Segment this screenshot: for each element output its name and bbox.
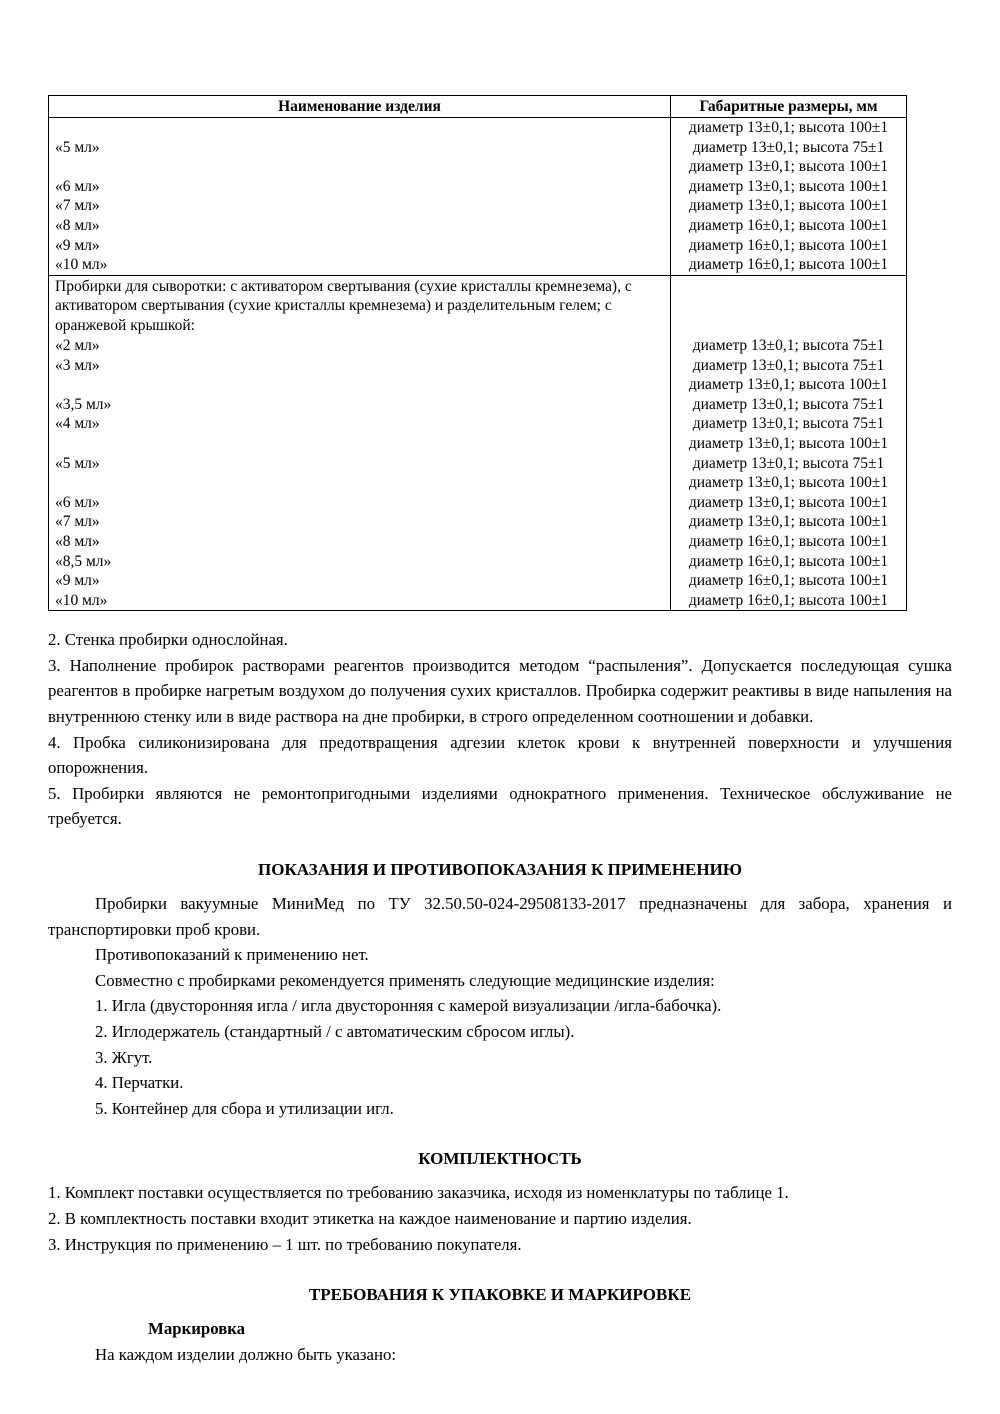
product-name-cell: «5 мл» <box>49 138 671 158</box>
dimensions-cell: диаметр 13±0,1; высота 100±1 <box>688 197 889 215</box>
dimensions-cell: диаметр 13±0,1; высота 75±1 <box>692 395 885 413</box>
product-name-cell: «9 мл» <box>49 236 671 256</box>
product-table <box>48 95 907 611</box>
table-row <box>49 434 907 454</box>
dimensions-cell: диаметр 13±0,1; высота 100±1 <box>688 177 889 195</box>
table-row <box>49 395 907 415</box>
table-row <box>49 255 907 275</box>
dimensions-cell: диаметр 13±0,1; высота 75±1 <box>692 454 885 472</box>
product-name-cell <box>49 434 671 454</box>
product-name-cell: «6 мл» <box>49 177 671 197</box>
paragraph-filling-method: 3. Наполнение пробирок растворами реагентов производится методом “распыления”. Допускается последующая сушка реагентов в пробирке нагретым воздухом до получения сухих кристаллов. Пробирка содержит реактивы в виде напыления на внутреннюю стенку или в виде раствора на дне пробирки, в строго определенном соотношении и добавки. <box>48 655 952 727</box>
dimensions-cell <box>671 275 907 336</box>
product-name-cell: «2 мл» <box>49 336 671 356</box>
table-row <box>49 532 907 552</box>
list-item: 1. Комплект поставки осуществляется по требованию заказчика, исходя из номенклатуры по таблице 1. <box>48 1183 789 1203</box>
table-header-row <box>49 96 907 118</box>
product-name-cell <box>49 118 671 138</box>
dimensions-cell: диаметр 16±0,1; высота 100±1 <box>688 552 889 570</box>
table-row <box>49 216 907 236</box>
section-heading-completeness: КОМПЛЕКТНОСТЬ <box>418 1149 582 1169</box>
table-row <box>49 157 907 177</box>
dimensions-cell: диаметр 13±0,1; высота 100±1 <box>688 513 889 531</box>
list-item: 2. В комплектность поставки входит этикетка на каждое наименование и партию изделия. <box>48 1208 692 1228</box>
list-item: 1. Игла (двусторонняя игла / игла двусторонняя с камерой визуализации /игла-бабочка). <box>95 996 722 1016</box>
table-row <box>49 493 907 513</box>
product-name-cell: «3,5 мл» <box>49 395 671 415</box>
list-item: 4. Перчатки. <box>95 1073 184 1093</box>
paragraph-marking-intro: На каждом изделии должно быть указано: <box>95 1344 397 1364</box>
dimensions-cell: диаметр 13±0,1; высота 75±1 <box>692 356 885 374</box>
dimensions-cell: диаметр 16±0,1; высота 100±1 <box>688 572 889 590</box>
product-name-cell: «8,5 мл» <box>49 552 671 572</box>
product-name-cell: «7 мл» <box>49 196 671 216</box>
section-heading-indications: ПОКАЗАНИЯ И ПРОТИВОПОКАЗАНИЯ К ПРИМЕНЕНИЮ <box>258 860 742 880</box>
body-text <box>48 627 952 1367</box>
table-row <box>49 552 907 572</box>
dimensions-cell: диаметр 13±0,1; высота 100±1 <box>688 158 889 176</box>
product-name-cell <box>49 375 671 395</box>
dimensions-cell: диаметр 16±0,1; высота 100±1 <box>688 236 889 254</box>
table-row <box>49 414 907 434</box>
table-row <box>49 118 907 138</box>
table-row <box>49 571 907 591</box>
table-row <box>49 356 907 376</box>
dimensions-cell: диаметр 13±0,1; высота 75±1 <box>692 415 885 433</box>
dimensions-cell: диаметр 13±0,1; высота 100±1 <box>688 474 889 492</box>
table-row-description <box>49 275 907 336</box>
dimensions-cell: диаметр 13±0,1; высота 75±1 <box>692 138 885 156</box>
dimensions-cell: диаметр 16±0,1; высота 100±1 <box>688 532 889 550</box>
product-name-cell: «10 мл» <box>49 255 671 275</box>
dimensions-cell: диаметр 13±0,1; высота 100±1 <box>688 493 889 511</box>
table-row <box>49 138 907 158</box>
dimensions-cell: диаметр 13±0,1; высота 100±1 <box>688 119 889 136</box>
product-name-cell: «5 мл» <box>49 454 671 474</box>
product-name-cell <box>49 473 671 493</box>
product-name-cell: «6 мл» <box>49 493 671 513</box>
dimensions-cell: диаметр 16±0,1; высота 100±1 <box>688 216 889 234</box>
paragraph-stopper: 4. Пробка силиконизирована для предотвращения адгезии клеток крови к внутренней поверхности и улучшения опорожнения. <box>48 732 952 778</box>
paragraph-non-repairable: 5. Пробирки являются не ремонтопригодными изделиями однократного применения. Техническое обслуживание не требуется. <box>48 783 952 829</box>
product-name-cell: «8 мл» <box>49 532 671 552</box>
serum-tubes-description-cell: Пробирки для сыворотки: с активатором свертывания (сухие кристаллы кремнезема), с активатором свертывания (сухие кристаллы кремнезема) и разделительным гелем; с оранжевой крышкой: <box>49 275 671 336</box>
dimensions-cell: диаметр 13±0,1; высота 75±1 <box>692 336 885 354</box>
table-row <box>49 512 907 532</box>
dimensions-cell: диаметр 16±0,1; высота 100±1 <box>688 591 889 609</box>
section-heading-packaging: ТРЕБОВАНИЯ К УПАКОВКЕ И МАРКИРОВКЕ <box>308 1285 692 1305</box>
list-item: 3. Жгут. <box>95 1047 153 1067</box>
product-name-cell: «9 мл» <box>49 571 671 591</box>
product-name-cell: «3 мл» <box>49 356 671 376</box>
paragraph-tube-wall: 2. Стенка пробирки однослойная. <box>48 630 288 650</box>
product-name-cell: «10 мл» <box>49 591 671 611</box>
dimensions-cell: диаметр 13±0,1; высота 100±1 <box>688 376 889 394</box>
product-table-body <box>49 118 907 611</box>
recommended-devices-list <box>95 993 952 1121</box>
list-item: 2. Иглодержатель (стандартный / с автоматическим сбросом иглы). <box>95 1022 575 1041</box>
product-name-cell: «8 мл» <box>49 216 671 236</box>
table-row <box>49 454 907 474</box>
list-item: 5. Контейнер для сбора и утилизации игл. <box>95 1098 394 1118</box>
product-name-cell: «4 мл» <box>49 414 671 434</box>
table-row <box>49 473 907 493</box>
dimensions-cell: диаметр 13±0,1; высота 100±1 <box>688 434 889 452</box>
column-header-dimensions: Габаритные размеры, мм <box>671 96 907 118</box>
column-header-product-name: Наименование изделия <box>49 96 671 118</box>
table-row <box>49 375 907 395</box>
table-row <box>49 336 907 356</box>
table-row <box>49 236 907 256</box>
subheading-marking: Маркировка <box>148 1319 246 1339</box>
list-item: 3. Инструкция по применению – 1 шт. по требованию покупателя. <box>48 1234 522 1254</box>
paragraph-contraindications: Противопоказаний к применению нет. <box>95 945 369 965</box>
product-name-cell <box>49 157 671 177</box>
product-name-cell: «7 мл» <box>49 512 671 532</box>
table-row <box>49 177 907 197</box>
dimensions-cell: диаметр 16±0,1; высота 100±1 <box>688 256 889 274</box>
paragraph-recommended-devices: Совместно с пробирками рекомендуется применять следующие медицинские изделия: <box>95 970 715 990</box>
table-row <box>49 196 907 216</box>
paragraph-purpose: Пробирки вакуумные МиниМед по ТУ 32.50.50-024-29508133-2017 предназначены для забора, хранения и транспортировки проб крови. <box>48 894 952 939</box>
table-row <box>49 591 907 611</box>
